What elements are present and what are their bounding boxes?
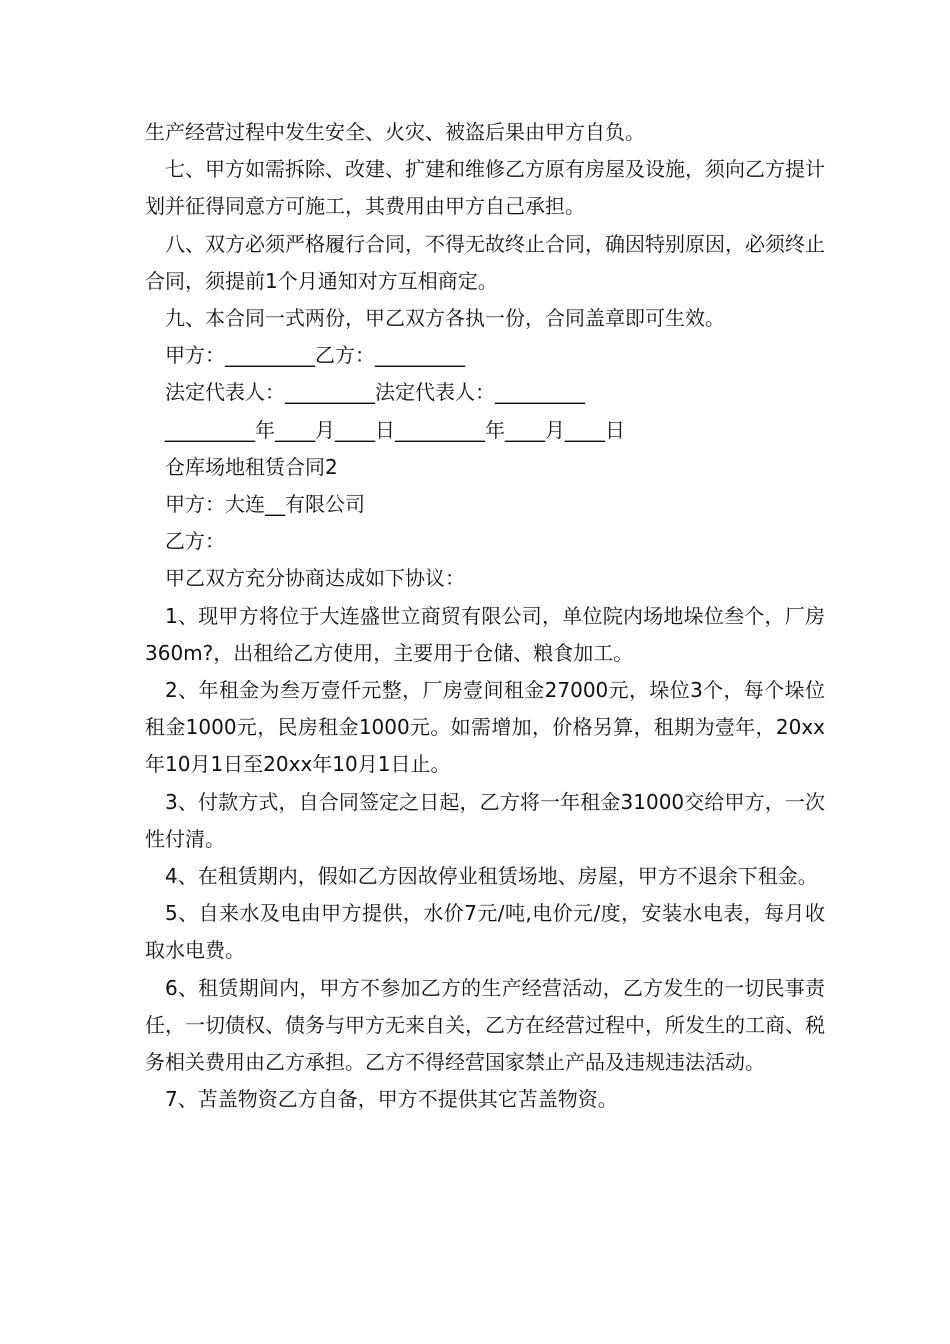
paragraph-continuation: 生产经营过程中发生安全、火灾、被盗后果由甲方自负。 bbox=[145, 120, 645, 144]
document-body bbox=[145, 114, 825, 1118]
signature-line-dates: _________年____月____日_________年____月____日 bbox=[165, 417, 625, 442]
paragraph-clause-8: 八、双方必须严格履行合同，不得无故终止合同，确因特别原因，必须终止合同，须提前1个月通知对方互相商定。 bbox=[145, 231, 825, 293]
item-7: 7、苫盖物资乙方自备，甲方不提供其它苫盖物资。 bbox=[165, 1087, 618, 1112]
signature-line-parties: 甲方：_________乙方：_________ bbox=[165, 343, 465, 368]
item-2: 2、年租金为叁万壹仟元整，厂房壹间租金27000元，垛位3个，每个垛位租金1000元，民房租金1000元。如需增加，价格另算，租期为壹年，20xx年10月1日至20xx年10月1日止。 bbox=[145, 678, 825, 777]
party-a-line: 甲方：大连__有限公司 bbox=[165, 492, 365, 517]
contract-title-2: 仓库场地租赁合同2 bbox=[165, 454, 338, 479]
item-1: 1、现甲方将位于大连盛世立商贸有限公司，单位院内场地垛位叁个，厂房360m?，出租给乙方使用，主要用于仓储、粮食加工。 bbox=[145, 603, 825, 665]
agreement-intro: 甲乙双方充分协商达成如下协议： bbox=[165, 566, 465, 591]
item-6: 6、租赁期间内，甲方不参加乙方的生产经营活动，乙方发生的一切民事责任，一切债权、债务与甲方无来自关，乙方在经营过程中，所发生的工商、税务相关费用由乙方承担。乙方不得经营国家禁止产品及违规违法活动。 bbox=[145, 975, 825, 1075]
item-5: 5、自来水及电由甲方提供，水价7元/吨,电价元/度，安装水电表，每月收取水电费。 bbox=[145, 901, 825, 963]
party-b-line: 乙方： bbox=[165, 529, 225, 554]
item-3: 3、付款方式，自合同签定之日起，乙方将一年租金31000交给甲方，一次性付清。 bbox=[145, 789, 825, 851]
item-4: 4、在租赁期内，假如乙方因故停业租赁场地、房屋，甲方不退余下租金。 bbox=[165, 864, 818, 889]
paragraph-clause-9: 九、本合同一式两份，甲乙双方各执一份，合同盖章即可生效。 bbox=[165, 306, 725, 331]
signature-line-representatives: 法定代表人：_________法定代表人：_________ bbox=[165, 380, 585, 405]
paragraph-clause-7: 七、甲方如需拆除、改建、扩建和维修乙方原有房屋及设施，须向乙方提计划并征得同意方可施工，其费用由甲方自己承担。 bbox=[145, 157, 825, 219]
